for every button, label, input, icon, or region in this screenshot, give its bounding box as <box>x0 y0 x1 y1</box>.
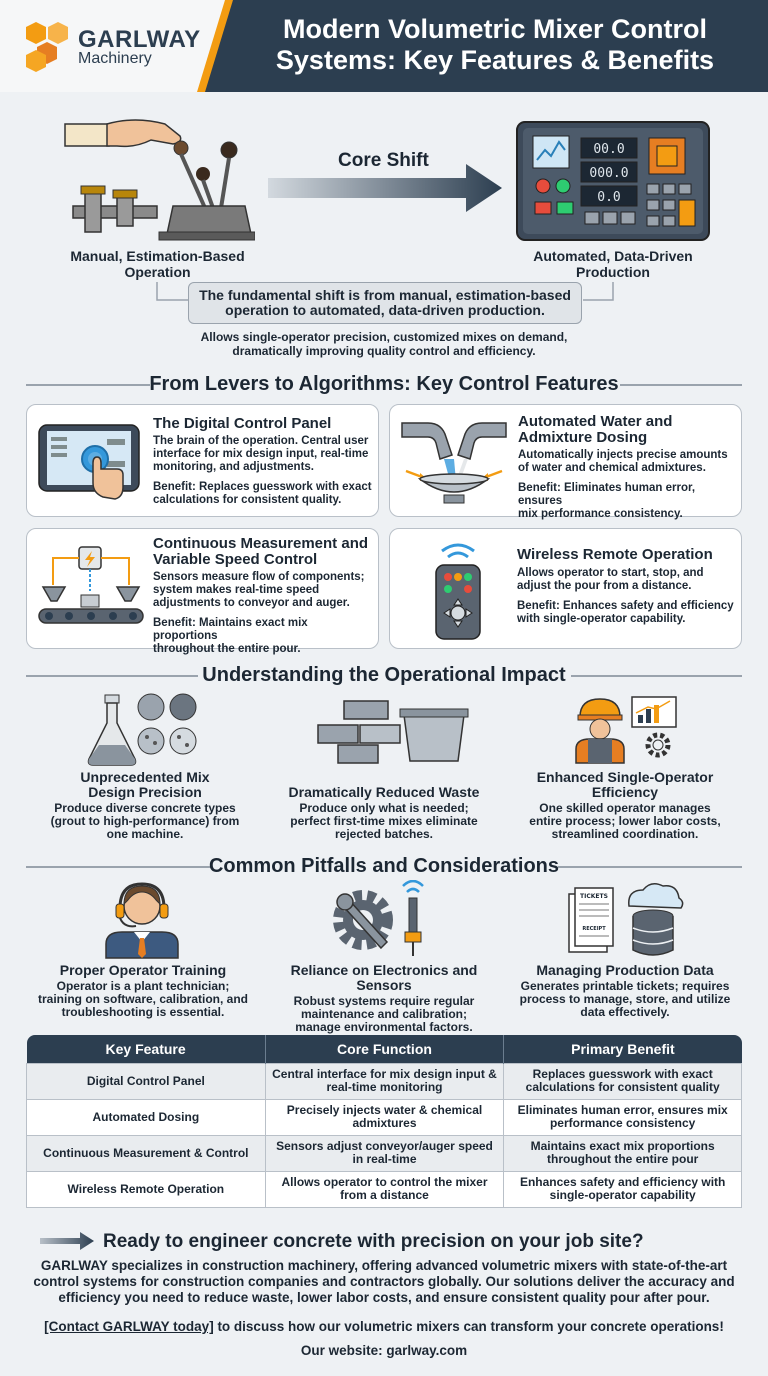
svg-text:0.0: 0.0 <box>597 190 621 205</box>
lab-flask-samples-icon <box>85 693 201 767</box>
digital-control-panel-icon <box>515 120 711 242</box>
operator-chart-icon <box>572 693 680 765</box>
feature-card-measurement <box>26 528 379 655</box>
contact-link[interactable]: [Contact GARLWAY today] <box>44 1319 214 1334</box>
hexagon-logo-icon <box>22 20 74 74</box>
brand-subtitle: Machinery <box>78 50 152 67</box>
feature-card-remote <box>389 528 742 649</box>
features-section-title: From Levers to Algorithms: Key Control Features <box>149 373 619 395</box>
cta-body: GARLWAY specializes in construction machinery, offering advanced volumetric mixers with state-of-the-art control systems for construction companies and contractors globally. Our solutions deliver the accuracy and efficiency you need to reduce waste, lower labor costs, and ensure consistent quality pour after pour. <box>33 1258 735 1305</box>
tablet-touch-icon <box>37 419 143 507</box>
table-cell: Precisely injects water & chemical admixtures <box>265 1099 504 1135</box>
conveyor-sensor-icon <box>35 543 147 639</box>
table-header: Primary Benefit <box>504 1035 742 1063</box>
feature-card-control-panel <box>26 404 379 517</box>
table-cell: Maintains exact mix proportions throughout the entire pour <box>504 1135 742 1171</box>
feature-card-benefit: Benefit: Replaces guesswork with exact calculations for consistent quality. <box>153 481 372 506</box>
impact-item-efficiency: Enhanced Single-Operator Efficiency One skilled operator manages entire process; lower labor costs, streamlined coordination. <box>529 769 721 841</box>
table-cell: Enhances safety and efficiency with single-operator capability <box>504 1171 742 1207</box>
table-cell: Digital Control Panel <box>27 1063 266 1099</box>
gear-wrench-sensor-icon <box>327 880 443 960</box>
automated-production-caption: Automated, Data-Driven Production <box>533 248 693 280</box>
feature-card-dosing <box>389 404 742 520</box>
feature-card-body: Automatically injects precise amounts of water and chemical admixtures. <box>518 449 728 474</box>
feature-card-title: Automated Water and Admixture Dosing <box>518 413 673 446</box>
svg-text:TICKETS: TICKETS <box>580 893 608 900</box>
table-cell: Allows operator to control the mixer from a distance <box>265 1171 504 1207</box>
table-cell: Replaces guesswork with exact calculations for consistent quality <box>504 1063 742 1099</box>
svg-text:000.0: 000.0 <box>589 166 629 181</box>
table-cell: Wireless Remote Operation <box>27 1171 266 1207</box>
feature-card-benefit: Benefit: Eliminates human error, ensures mix performance consistency. <box>518 482 696 520</box>
cta-arrow-icon <box>40 1230 96 1252</box>
table-cell: Eliminates human error, ensures mix performance consistency <box>504 1099 742 1135</box>
table-cell: Continuous Measurement & Control <box>27 1135 266 1171</box>
concrete-blocks-icon <box>314 695 470 767</box>
table-row <box>27 1099 742 1135</box>
feature-card-body: Allows operator to start, stop, and adjust the pour from a distance. <box>517 567 704 592</box>
feature-card-title: Wireless Remote Operation <box>517 546 713 563</box>
wireless-remote-icon <box>420 537 496 643</box>
svg-text:RECEIPT: RECEIPT <box>582 926 606 932</box>
table-row <box>27 1063 742 1099</box>
pitfall-item-data: Managing Production Data Generates printable tickets; requires process to manage, store, and utilize data effectively. <box>519 962 731 1019</box>
feature-card-title: The Digital Control Panel <box>153 415 332 432</box>
pitfall-item-training: Proper Operator Training Operator is a plant technician; training on software, calibration, and troubleshooting is essential. <box>37 962 249 1019</box>
svg-text:00.0: 00.0 <box>593 142 625 157</box>
feature-card-body: Sensors measure flow of components; system makes real-time speed adjustments to conveyor and auger. <box>153 571 365 609</box>
table-row <box>27 1171 742 1207</box>
shift-note: Allows single-operator precision, customized mixes on demand, dramatically improving quality control and efficiency. <box>200 330 568 358</box>
table-header: Key Feature <box>27 1035 266 1063</box>
table-cell: Automated Dosing <box>27 1099 266 1135</box>
right-arrow-icon <box>268 160 504 216</box>
website-link[interactable]: Our website: garlway.com <box>300 1343 468 1358</box>
dosing-pipes-icon <box>398 415 510 509</box>
manual-lever-hand-icon <box>55 110 255 245</box>
table-cell: Central interface for mix design input & real-time monitoring <box>265 1063 504 1099</box>
brand-name: GARLWAY <box>78 26 201 53</box>
feature-card-benefit: Benefit: Maintains exact mix proportions throughout the entire pour. <box>153 617 308 655</box>
feature-card-title: Continuous Measurement and Variable Speed Control <box>153 535 369 568</box>
manual-operation-caption: Manual, Estimation-Based Operation <box>70 248 245 280</box>
shift-summary-box: The fundamental shift is from manual, estimation-based operation to automated, data-driven production. <box>188 282 582 324</box>
header <box>0 0 768 92</box>
table-cell: Sensors adjust conveyor/auger speed in real-time <box>265 1135 504 1171</box>
impact-item-precision: Unprecedented Mix Design Precision Produce diverse concrete types (grout to high-performance) from one machine. <box>50 769 240 841</box>
pitfall-item-electronics: Reliance on Electronics and Sensors Robust systems require regular maintenance and calibration; manage environmental factors. <box>290 962 478 1034</box>
feature-card-body: The brain of the operation. Central user interface for mix design input, real-time monitoring, and adjustments. <box>153 435 369 473</box>
table-header: Core Function <box>265 1035 504 1063</box>
pitfalls-section-title: Common Pitfalls and Considerations <box>208 855 560 877</box>
summary-table <box>26 1035 742 1208</box>
cta-title: Ready to engineer concrete with precision on your job site? <box>103 1231 644 1252</box>
impact-item-waste: Dramatically Reduced Waste Produce only what is needed; perfect first-time mixes eliminate rejected batches. <box>288 784 480 841</box>
page-title: Modern Volumetric Mixer Control Systems: Key Features & Benefits <box>275 14 715 75</box>
feature-card-benefit: Benefit: Enhances safety and efficiency with single-operator capability. <box>517 600 734 625</box>
tickets-cloud-database-icon <box>565 880 685 960</box>
impact-section-title: Understanding the Operational Impact <box>202 664 566 686</box>
table-row <box>27 1135 742 1171</box>
cta-contact-line: [Contact GARLWAY today] to discuss how our volumetric mixers can transform your concrete operations! <box>44 1319 724 1334</box>
core-shift-label: Core Shift <box>338 150 429 171</box>
table-header-row <box>27 1035 742 1063</box>
operator-headset-icon <box>100 880 184 960</box>
